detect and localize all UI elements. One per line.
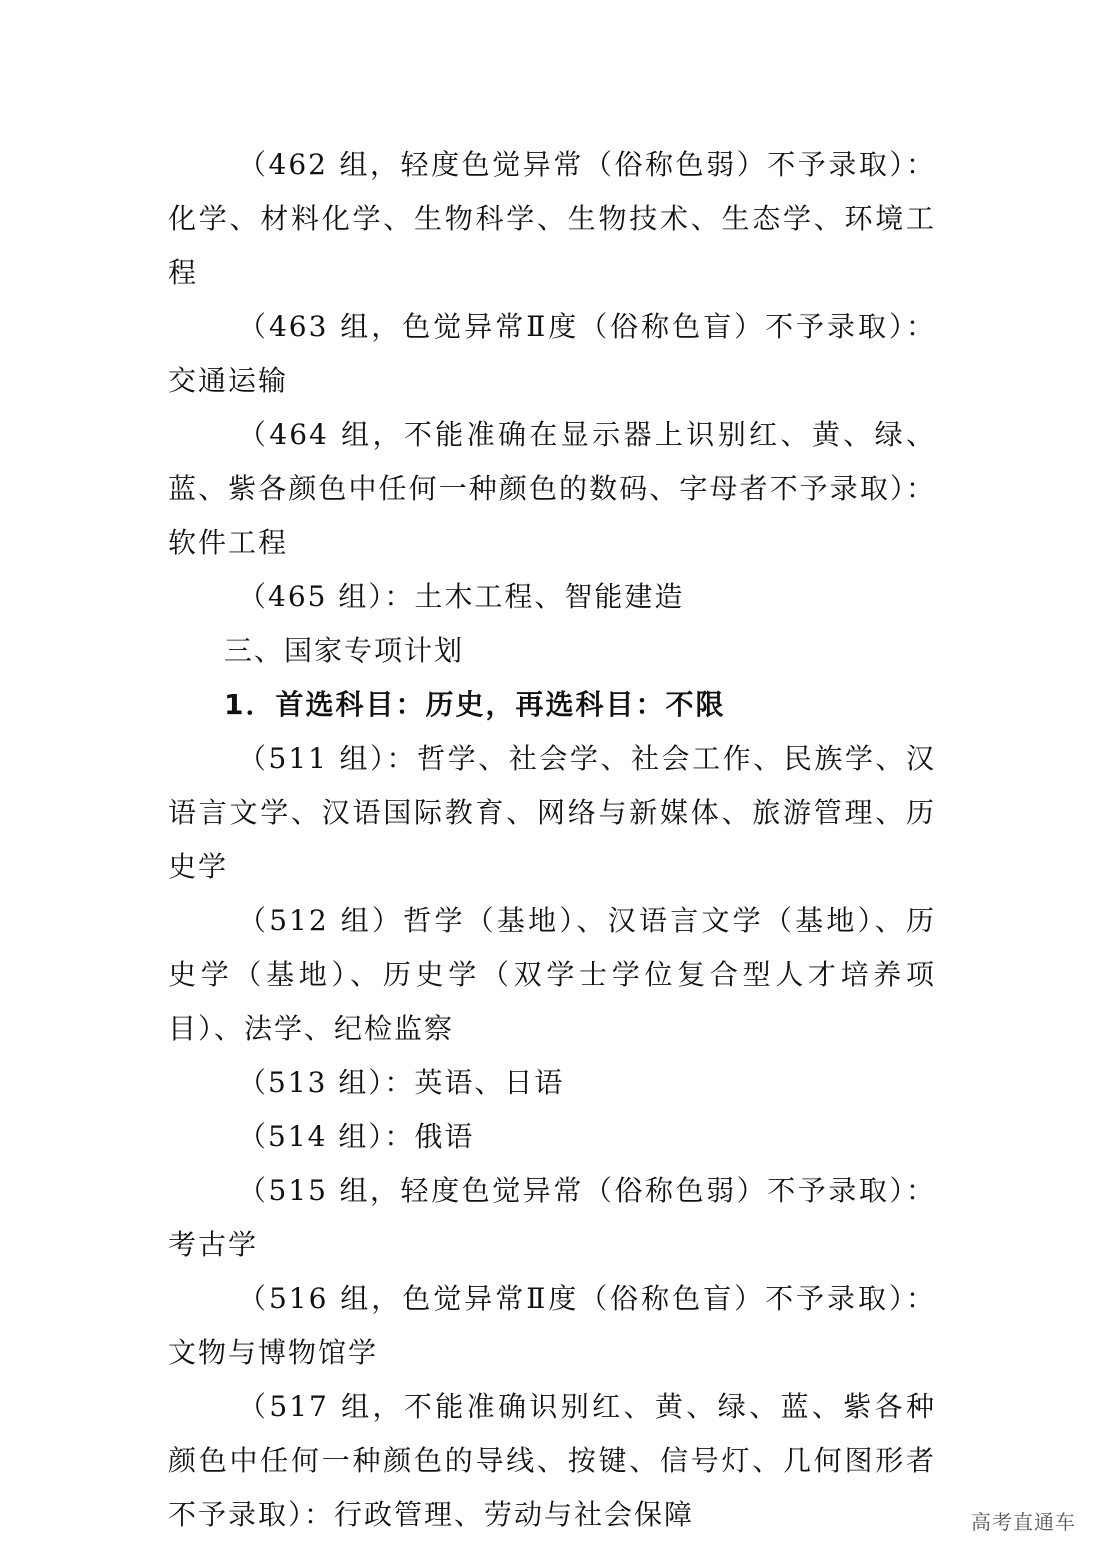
subject-subheading: 1．首选科目：历史，再选科目：不限 <box>224 688 726 721</box>
paragraph-group-465: （465 组）：土木工程、智能建造 <box>238 580 685 613</box>
paragraph-group-514: （514 组）：俄语 <box>238 1120 475 1153</box>
paragraph-group-515: （515 组，轻度色觉异常（俗称色弱）不予录取）：考古学 <box>168 1174 936 1261</box>
paragraph-group-462: （462 组，轻度色觉异常（俗称色弱）不予录取）：化学、材料化学、生物科学、生物技术、生态学、环境工程 <box>168 148 936 289</box>
paragraph-group-463: （463 组，色觉异常Ⅱ度（俗称色盲）不予录取）：交通运输 <box>168 310 936 397</box>
paragraph-group-511: （511 组）：哲学、社会学、社会工作、民族学、汉语言文学、汉语国际教育、网络与新媒体、旅游管理、历史学 <box>168 742 936 883</box>
section-heading: 三、国家专项计划 <box>224 634 465 667</box>
paragraph-group-517: （517 组，不能准确识别红、黄、绿、蓝、紫各种颜色中任何一种颜色的导线、按键、信号灯、几何图形者不予录取）：行政管理、劳动与社会保障 <box>168 1390 936 1531</box>
paragraph-group-516: （516 组，色觉异常Ⅱ度（俗称色盲）不予录取）：文物与博物馆学 <box>168 1282 936 1369</box>
watermark: 高考直通车 <box>971 1510 1076 1534</box>
paragraph-group-512: （512 组）哲学（基地）、汉语言文学（基地）、历史学（基地）、历史学（双学士学位复合型人才培养项目）、法学、纪检监察 <box>168 904 936 1045</box>
paragraph-group-464: （464 组，不能准确在显示器上识别红、黄、绿、蓝、紫各颜色中任何一种颜色的数码、字母者不予录取）：软件工程 <box>168 418 936 559</box>
paragraph-group-513: （513 组）：英语、日语 <box>238 1066 565 1099</box>
document-page <box>168 138 936 1542</box>
